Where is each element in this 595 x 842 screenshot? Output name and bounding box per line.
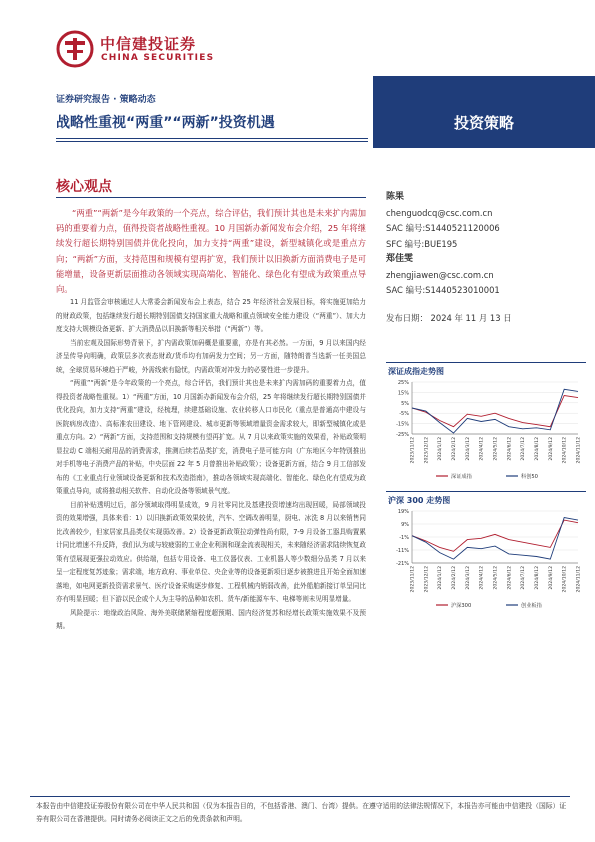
author-sfc: SFC 编号:BUE195 bbox=[386, 238, 458, 249]
author-email: chenguodcq@csc.com.cn bbox=[386, 207, 493, 218]
author-block bbox=[386, 190, 586, 252]
y-tick-label: 19% bbox=[397, 509, 409, 515]
x-tick-label: 2024/3/12 bbox=[465, 437, 471, 461]
report-category: 证券研究报告 · 策略动态 bbox=[56, 95, 156, 105]
author-name: 郑佳雯 bbox=[386, 254, 414, 264]
brand-name-en: CHINA SECURITIES bbox=[101, 53, 215, 63]
body-paragraph: 目前补贴透明过后，部分领域取得明显成效，9 月社零同比及基建投资增速均出现回暖，局部领域投资的效果增强，具体来看：1）以旧换新政策效果较优，汽车、空调改善明显，厨电、冰洗 8 月以来销售同比改善较少，但家居家具品类仅实现弱改善。2）设备更新政策拉动弹性尚有限，7-9 月设备工器具购置累计同比增速不升反降，我们认为或与较疲弱的工业企业利润和现金流表现相关，未来随经济需求陆续恢复政策有望展现更强拉动效应。供给端，包括专用设备、电工仪器仪表、工业机器人等少数细分品类 7 月以来呈一定程度复苏迹象；需求端，地方政府、事业单位、央企业等的设备更新项目逐步被推进且开始全面加速落地，如电网更新投资需求景气、医疗设备采购逐步修复、工程机械内销弱改善，此外船舶新接订单呈同比亦有明显回暖；但下游以民企或个人为主导的品种如农机、货车/新能源车车、电梯等则未见明显增量。 bbox=[56, 500, 366, 603]
disclaimer-footer: 本报告由中信建投证券股份有限公司在中华人民共和国（仅为本报告目的，不包括香港、澳门、台湾）提供。在遵守适用的法律法规情况下，本报告亦可能由中信建投（国际）证券有限公司在香港提供。同时请务必阅读正文之后的免责条款和声明。 bbox=[36, 802, 567, 823]
y-tick-label: -21% bbox=[396, 561, 409, 567]
y-tick-label: 9% bbox=[401, 522, 409, 528]
report-type-label: 投资策略 bbox=[453, 114, 514, 132]
x-tick-label: 2024/5/12 bbox=[493, 437, 499, 461]
series-line bbox=[412, 520, 578, 551]
y-tick-label: -11% bbox=[396, 548, 409, 554]
risk-note: 风险提示：地缘政治风险、海外美联储紧缩程度超预期、国内经济复苏和经增长政策实施效果不及预期。 bbox=[56, 608, 366, 630]
x-tick-label: 2024/10/12 bbox=[562, 566, 568, 593]
company-logo bbox=[56, 30, 276, 74]
csi300-chart bbox=[386, 507, 586, 611]
report-title: 战略性重视“两重”“两新”投资机遇 bbox=[56, 115, 275, 131]
x-tick-label: 2023/11/12 bbox=[410, 566, 416, 593]
y-tick-label: -5% bbox=[399, 411, 409, 418]
title-divider bbox=[56, 138, 368, 139]
x-tick-label: 2024/4/12 bbox=[479, 566, 485, 590]
legend-label: 沪深300 bbox=[451, 603, 472, 609]
x-tick-label: 2024/6/12 bbox=[507, 566, 513, 590]
footer-divider bbox=[30, 796, 570, 797]
x-tick-label: 2024/8/12 bbox=[535, 437, 540, 461]
brand-name-cn: 中信建投证券 bbox=[100, 35, 197, 53]
chart-divider bbox=[386, 491, 586, 492]
legend-label: 科创50 bbox=[521, 474, 538, 480]
x-tick-label: 2023/12/12 bbox=[424, 437, 430, 464]
lead-paragraph: “两重”“两新”是今年政策的一个亮点，综合评估，我们预计其也是未来扩内需加码的重要着力点，值得投资者战略性重视。10 月国新办新闻发布会介绍，25 年将继续发行超长期特别国债并优化投向，加力支持“两重”建设，新型城镇化或是重点方向；“两新”方面，支持范围和规模有望再扩宽，我们预计以旧换新方面消费电子是可能增量，设备更新层面推动各领域实现高端化、智能化、绿色化有望成为政策重点导向。 bbox=[56, 208, 366, 295]
x-tick-label: 2024/9/12 bbox=[548, 437, 554, 461]
x-tick-label: 2024/8/12 bbox=[535, 566, 540, 590]
x-tick-label: 2023/11/12 bbox=[410, 437, 416, 464]
legend-label: 深证成指 bbox=[451, 474, 472, 480]
publish-date: 发布日期： 2024 年 11 月 13 日 bbox=[386, 312, 512, 323]
author-email: zhengjiawen@csc.com.cn bbox=[386, 269, 494, 280]
author-block bbox=[386, 252, 586, 299]
series-line bbox=[412, 518, 578, 560]
x-tick-label: 2024/7/12 bbox=[521, 566, 527, 590]
author-sac: SAC 编号:S1440521120006 bbox=[386, 223, 500, 233]
x-tick-label: 2024/1/12 bbox=[438, 566, 444, 590]
y-tick-label: -1% bbox=[399, 535, 409, 541]
x-tick-label: 2024/10/12 bbox=[562, 437, 568, 464]
y-tick-label: -15% bbox=[396, 421, 409, 428]
x-tick-label: 2024/6/12 bbox=[507, 437, 513, 461]
x-tick-label: 2024/1/12 bbox=[438, 437, 444, 461]
szse-component-chart bbox=[386, 378, 586, 482]
author-name: 陈果 bbox=[386, 192, 405, 202]
author-sac: SAC 编号:S1440523010001 bbox=[386, 285, 500, 295]
author-panel bbox=[386, 190, 586, 326]
x-tick-label: 2024/11/12 bbox=[576, 437, 582, 464]
series-line bbox=[412, 389, 578, 433]
y-tick-label: 5% bbox=[401, 400, 409, 407]
body-paragraph: “两重”“两新”是今年政策的一个亮点，综合评估，我们预计其也是未来扩内需加码的重要着力点，值得投资者战略性重视。1）“两重”方面，10 月国新办新闻发布会介绍，25 年将继续发行超长期特别国债并优化投向，加力支持“两重”建设，经梳理，续建基础设施、农业转移人口市民化（重点是普通高中建设与医院病房改造）、高标准农田建设、地下管网建设、城市更新等领域增量资金需求较大，即新型城镇化或是重点方向。2）“两新”方面，支持范围和支持规模有望再扩宽。从 7 月以来政策实施的效果看，补贴政策明显拉动 C 端相关耐用品的消费需求，推测后续若品类扩充，消费电子是可能方向（广东地区今年特别推出对手机等电子消费产品的补贴，中央层面 22 年 5 月曾推出补贴政策）；设备更新方面，结合 9 月工信部发布的《工业重点行业领域设备更新和技术改造指南》，推动各领域实现高端化、智能化、绿色化有望成为政策重点导向，或将推动相关软件、自动化设备等领域景气度。 bbox=[56, 379, 366, 495]
title-divider-secondary bbox=[56, 141, 368, 142]
lead-summary bbox=[56, 206, 366, 297]
chart-title: 沪深 300 走势图 bbox=[388, 496, 451, 505]
body-paragraph: 当前宏观及国际形势背景下，扩内需政策加码概是重要重，亦是有其必然。一方面，9 月以来国内经济呈传导向明确，政策层多次表态财政/货币均有加码发力空间；另一方面，随特朗普当选新一任美国总统，全球贸易环境趋于严峻，外需线索有隐忧，内需政策对冲发力的必要性进一步提升。 bbox=[56, 338, 366, 374]
chart-divider bbox=[386, 362, 586, 363]
x-tick-label: 2024/2/12 bbox=[452, 566, 457, 590]
x-tick-label: 2024/7/12 bbox=[521, 437, 527, 461]
x-tick-label: 2024/9/12 bbox=[548, 566, 554, 590]
legend-label: 创业板指 bbox=[521, 603, 542, 609]
section-divider bbox=[56, 197, 366, 198]
chart-title: 深证成指走势图 bbox=[388, 367, 444, 376]
x-tick-label: 2024/2/12 bbox=[452, 437, 457, 461]
x-tick-label: 2023/12/12 bbox=[424, 566, 430, 593]
x-tick-label: 2024/3/12 bbox=[465, 566, 471, 590]
csc-logo-icon bbox=[56, 30, 94, 68]
section-title: 核心观点 bbox=[56, 179, 112, 195]
body-text bbox=[56, 296, 366, 634]
body-paragraph: 11 月监管会审核通过人大常委会新闻发布会上表态，结合 25 年经济社会发展目标，将实施更加给力的财政政策，包括继续发行超长期特别国债支持国家重大战略和重点领域安全能力建设（“两重”）、加大力度支持大规模设备更新、扩大消费品以旧换新等相关举措（“两新”）等。 bbox=[56, 298, 366, 333]
y-tick-label: -25% bbox=[396, 432, 409, 438]
y-tick-label: 15% bbox=[397, 390, 409, 397]
x-tick-label: 2024/11/12 bbox=[576, 566, 582, 593]
x-tick-label: 2024/5/12 bbox=[493, 566, 499, 590]
x-tick-label: 2024/4/12 bbox=[479, 437, 485, 461]
y-tick-label: 25% bbox=[397, 380, 409, 386]
